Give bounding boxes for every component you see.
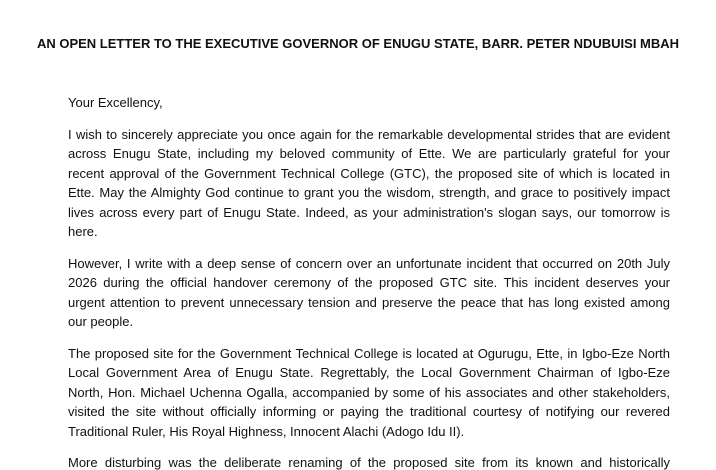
paragraph-line: More disturbing was the deliberate renaming of the proposed site from its known and historically bbox=[68, 455, 670, 470]
paragraph-line: across Enugu State, including my beloved community of Ette. We are particularly grateful for your bbox=[68, 146, 670, 161]
paragraph-line: Local Government Area of Enugu State. Regrettably, the Local Government Chairman of Igbo-Eze bbox=[68, 365, 670, 380]
paragraph-line: However, I write with a deep sense of concern over an unfortunate incident that occurred on 20th July bbox=[68, 255, 670, 271]
paragraph-renaming bbox=[68, 453, 670, 470]
paragraph-line: Ette. May the Almighty God continue to grant you the wisdom, strength, and grace to positively impact bbox=[68, 185, 670, 200]
paragraph-line: visited the site without officially informing or paying the traditional courtesy of notifying our revered bbox=[68, 404, 670, 419]
salutation: Your Excellency, bbox=[68, 95, 163, 110]
paragraph-line: I wish to sincerely appreciate you once again for the remarkable developmental strides that are evident bbox=[68, 126, 670, 142]
paragraph-line: The proposed site for the Government Technical College is located at Ogurugu, Ette, in Igbo-Eze North bbox=[68, 345, 670, 361]
paragraph-line: recent approval of the Government Technical College (GTC), the proposed site of which is located in bbox=[68, 165, 670, 181]
letter-title: AN OPEN LETTER TO THE EXECUTIVE GOVERNOR OF ENUGU STATE, BARR. PETER NDUBUISI MBAH bbox=[36, 36, 680, 51]
paragraph-appreciation bbox=[68, 125, 670, 242]
paragraph-line: 2026 during the official handover ceremony of the proposed GTC site. This incident deserves your bbox=[68, 275, 670, 290]
letter-body bbox=[68, 93, 670, 470]
paragraph-line: North, Hon. Michael Uchenna Ogalla, accompanied by some of his associates and other stakeholders, bbox=[68, 384, 670, 400]
paragraph-line: urgent attention to prevent unnecessary tension and preserve the peace that has long existed among bbox=[68, 294, 670, 310]
paragraph-site-details bbox=[68, 344, 670, 442]
paragraph-line: lives across every part of Enugu State. Indeed, as your administration's slogan says, our tomorrow is bbox=[68, 204, 670, 220]
paragraph-line: Traditional Ruler, His Royal Highness, Innocent Alachi (Adogo Idu II). bbox=[68, 423, 465, 439]
paragraph-concern bbox=[68, 254, 670, 332]
paragraph-line: here. bbox=[68, 224, 98, 239]
paragraph-line: our people. bbox=[68, 314, 134, 329]
